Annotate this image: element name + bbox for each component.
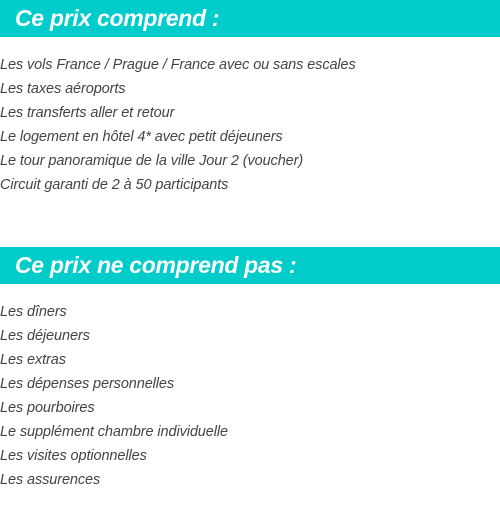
included-section — [0, 0, 500, 197]
excluded-item: Les pourboires — [0, 400, 95, 416]
excluded-section — [0, 247, 500, 492]
included-item: Le logement en hôtel 4* avec petit déjeuners — [0, 129, 283, 145]
included-item: Les vols France / Prague / France avec ou sans escales — [0, 57, 356, 73]
excluded-item: Le supplément chambre individuelle — [0, 424, 228, 440]
included-item: Les transferts aller et retour — [0, 105, 175, 121]
included-item: Le tour panoramique de la ville Jour 2 (voucher) — [0, 153, 304, 169]
excluded-title: Ce prix ne comprend pas : — [0, 247, 500, 284]
included-item: Les taxes aéroports — [0, 81, 126, 97]
included-title: Ce prix comprend : — [0, 0, 500, 37]
excluded-item: Les déjeuners — [0, 328, 90, 344]
excluded-item: Les extras — [0, 352, 66, 368]
included-item: Circuit garanti de 2 à 50 participants — [0, 177, 229, 193]
included-list — [0, 53, 500, 197]
excluded-item: Les dîners — [0, 304, 67, 320]
excluded-item: Les assurences — [0, 472, 101, 488]
excluded-list — [0, 300, 500, 492]
excluded-item: Les dépenses personnelles — [0, 376, 175, 392]
excluded-item: Les visites optionnelles — [0, 448, 147, 464]
